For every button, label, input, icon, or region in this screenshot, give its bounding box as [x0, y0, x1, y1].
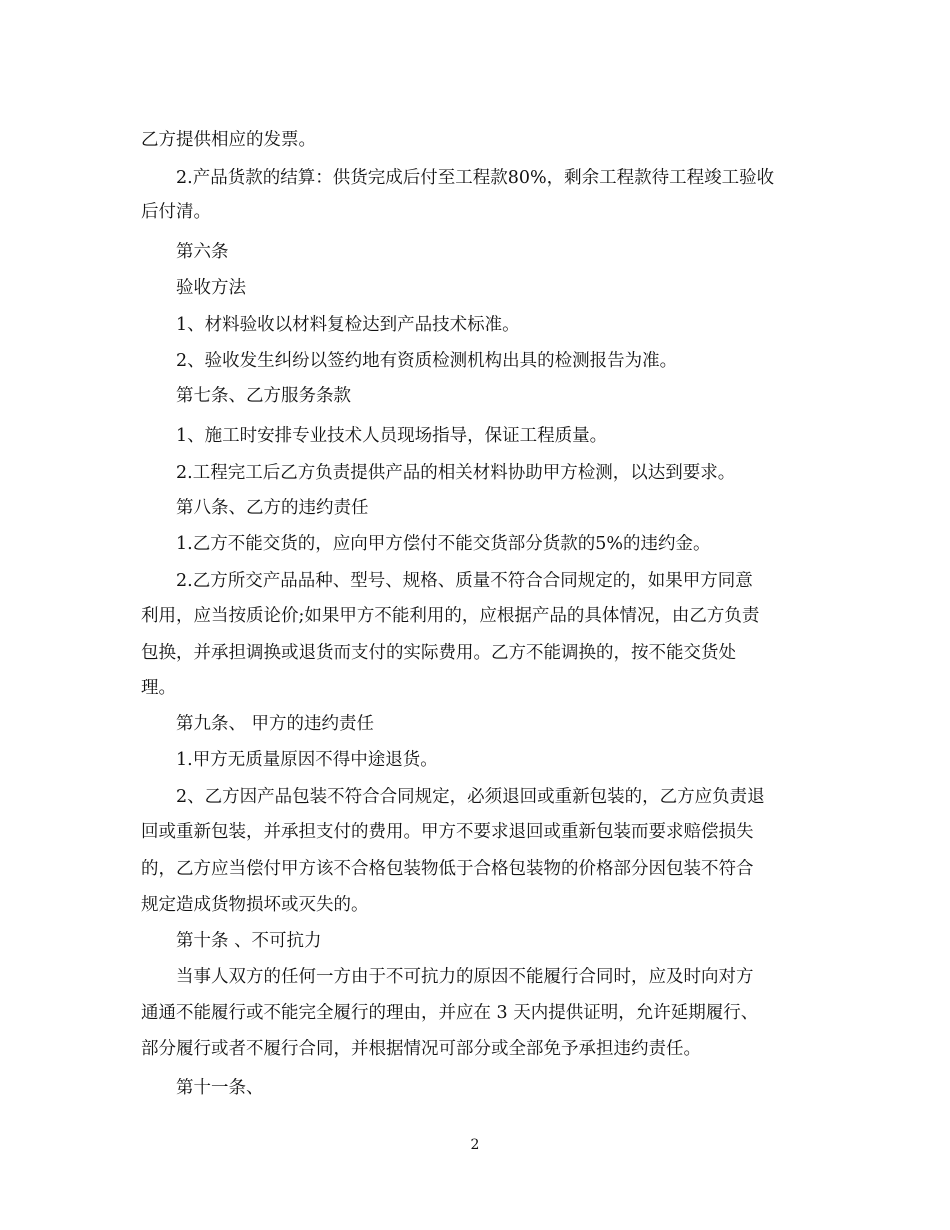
text-line: 1、施工时安排专业技术人员现场指导，保证工程质量。	[176, 426, 608, 446]
text-line: 的，乙方应当偿付甲方该不合格包装物低于合格包装物的价格部分因包装不符合	[141, 859, 754, 879]
text-line: 2、验收发生纠纷以签约地有资质检测机构出具的检测报告为准。	[176, 351, 678, 371]
page-number: 2	[470, 1137, 480, 1153]
text-line: 2.产品货款的结算：供货完成后付至工程款80%，剩余工程款待工程竣工验收	[176, 168, 775, 188]
section-heading: 第十条 、不可抗力	[176, 931, 322, 951]
text-line: 当事人双方的任何一方由于不可抗力的原因不能履行合同时，应及时向对方	[176, 967, 754, 987]
text-line: 回或重新包装，并承担支付的费用。甲方不要求退回或重新包装而要求赔偿损失	[141, 822, 754, 842]
text-line: 规定造成货物损坏或灭失的。	[141, 895, 369, 915]
section-heading: 第八条、乙方的违约责任	[176, 498, 369, 518]
text-line: 1、材料验收以材料复检达到产品技术标准。	[176, 315, 520, 335]
section-heading: 第九条、 甲方的违约责任	[176, 714, 375, 734]
section-heading: 第十一条、	[176, 1078, 264, 1098]
text-line: 包换，并承担调换或退货而支付的实际费用。乙方不能调换的，按不能交货处	[141, 643, 736, 663]
section-heading: 验收方法	[176, 278, 246, 298]
text-line: 通通不能履行或不能完全履行的理由，并应在 3 天内提供证明，允许延期履行、	[141, 1003, 759, 1023]
text-line: 利用，应当按质论价;如果甲方不能利用的，应根据产品的具体情况，由乙方负责	[141, 606, 760, 626]
text-line: 理。	[141, 678, 176, 698]
text-line: 部分履行或者不履行合同，并根据情况可部分或全部免予承担违约责任。	[141, 1039, 701, 1059]
text-line: 2、乙方因产品包装不符合合同规定，必须退回或重新包装的，乙方应负责退	[176, 787, 765, 807]
section-heading: 第六条	[176, 242, 229, 262]
text-line: 1.乙方不能交货的，应向甲方偿付不能交货部分货款的5%的违约金。	[176, 534, 711, 554]
text-line: 1.甲方无质量原因不得中途退货。	[176, 750, 438, 770]
section-heading: 第七条、乙方服务条款	[176, 386, 351, 406]
text-line: 乙方提供相应的发票。	[141, 130, 316, 150]
text-line: 2.工程完工后乙方负责提供产品的相关材料协助甲方检测，以达到要求。	[176, 463, 736, 483]
text-line: 后付清。	[141, 202, 211, 222]
text-line: 2.乙方所交产品品种、型号、规格、质量不符合合同规定的，如果甲方同意	[176, 571, 753, 591]
